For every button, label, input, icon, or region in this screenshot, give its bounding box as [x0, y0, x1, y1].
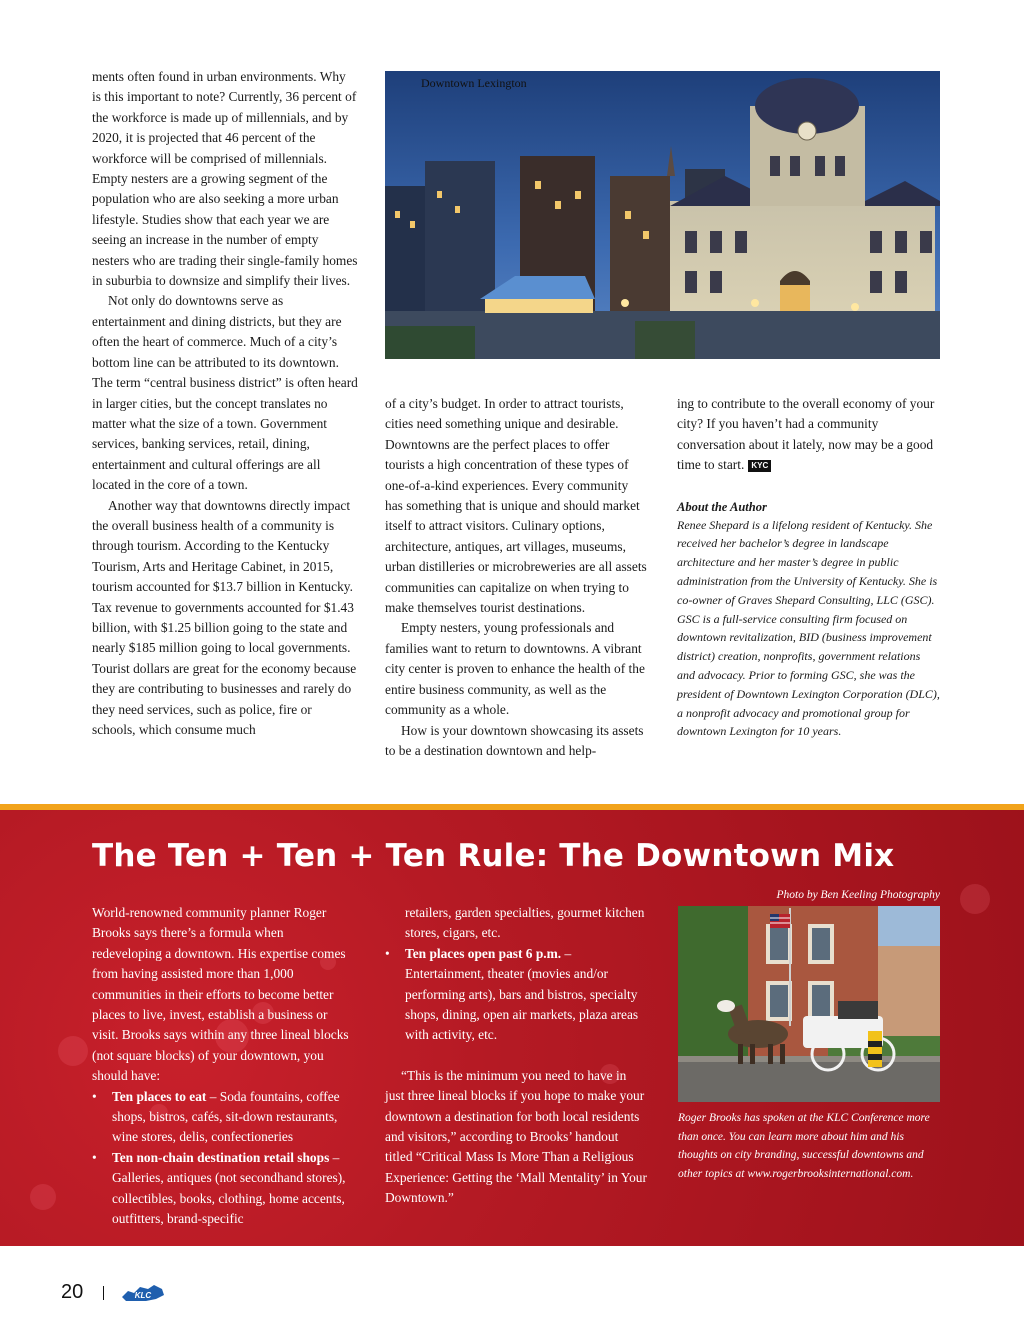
- list-item-text: – Soda fountains, coffee shops, bistros, cafés, sit-down restaurants, wine stores, delis, confectioneries: [112, 1088, 340, 1145]
- sidebar-title: The Ten + Ten + Ten Rule: The Downtown Mix: [92, 838, 895, 874]
- list-item-text: – Entertainment, theater (movies and/or performing arts), bars and bistros, specialty shops, dining, open air markets, plaza areas with activity, etc.: [405, 945, 639, 1043]
- article-column-1: [92, 67, 358, 740]
- klc-logo: [120, 1281, 166, 1310]
- end-mark-logo: KYC: [748, 460, 771, 472]
- article-paragraph: How is your downtown showcasing its assets to be a destination downtown and help-: [385, 722, 644, 758]
- list-item-title: Ten places open past 6 p.m.: [405, 945, 562, 961]
- logo-text: KLC: [134, 1291, 152, 1300]
- article-column-2: [385, 394, 647, 761]
- about-author-body: Renee Shepard is a lifelong resident of Kentucky. She received her bachelor’s degree in landscape architecture and her master’s degree in public administration from the University of Kentucky. She is co-owner of Graves Shepard Consulting, LLC (GSC). GSC is a full-service consulting firm focused on downtown revitalization, BID (business improvement district) creation, nonprofits, government relations and advocacy. Prior to forming GSC, she was the president of Downtown Lexington Corporation (DLC), a nonprofit advocacy and promotional group for downtown Lexington for 10 years.: [677, 517, 940, 739]
- about-author-heading: About the Author: [677, 499, 767, 514]
- list-item: [92, 1087, 356, 1148]
- sidebar-column-1: [92, 903, 356, 1230]
- photo-credit: Photo by Ben Keeling Photography: [776, 889, 940, 901]
- article-paragraph: Not only do downtowns serve as entertainment and dining districts, but they are often the heart of commerce. Much of a city’s bottom line can be attributed to its downtown. The term “central business district” is often heard in larger cities, but the concept translates no matter what the size of a town. Government services, banking services, retail, dining, entertainment and cultural offerings are all located in the core of a town.: [92, 293, 358, 493]
- sidebar-quote: “This is the minimum you need to have in just three lineal blocks if you hope to make your downtown a destination for both local residents and visitors,” according to Brooks’ handout titled “Critical Mass Is More Than a Religious Experience: Getting the ‘Mall Mentality’ in Your Downtown.”: [385, 1067, 647, 1206]
- page-number: 20: [61, 1281, 84, 1303]
- list-item-title: Ten non-chain destination retail shops: [112, 1149, 330, 1165]
- sidebar-intro: World-renowned community planner Roger Brooks says there’s a formula when redeveloping a downtown. His expertise comes from having assisted more than 1,000 communities in their efforts to become better places to live, invest, establish a business or visit. Brooks says within any three lineal blocks (not square blocks) of your downtown, you should have:: [92, 905, 349, 1084]
- list-item-text: – Galleries, antiques (not secondhand stores), collectibles, books, clothing, home accents, outfitters, brand-specific: [112, 1149, 346, 1227]
- list-item-continued: retailers, garden specialties, gourmet kitchen stores, cigars, etc.: [405, 905, 645, 941]
- photo-caption: Downtown Lexington: [421, 76, 527, 90]
- sidebar-accent-stripe: [0, 804, 1024, 810]
- list-item: [385, 944, 647, 1046]
- horse-carriage-photo: [678, 906, 940, 1102]
- article-closing-text: ing to contribute to the overall economy of your city? If you haven’t had a community conversation about it lately, now may be a good time to start.: [677, 396, 935, 473]
- article-column-3: [677, 394, 941, 741]
- list-item-title: Ten places to eat: [112, 1088, 207, 1104]
- sidebar-column-2: [385, 903, 647, 1209]
- downtown-lexington-photo: [385, 71, 940, 359]
- list-item: [92, 1148, 356, 1230]
- article-paragraph: ments often found in urban environments. Why is this important to note? Currently, 36 percent of the workforce is made up of millennials, and by 2020, it is projected that 46 percent of the workforce will be comprised of millennials. Empty nesters are a growing segment of the population who are also seeking a more urban lifestyle. Studies show that each year we are seeing an increase in the number of empty nesters who are trading their single-family homes in suburbia to downsize and simplify their lives.: [92, 69, 358, 289]
- footer-divider: [103, 1286, 104, 1300]
- article-paragraph: of a city’s budget. In order to attract tourists, cities need something unique and desirable. Downtowns are the perfect places to offer tourists a high concentration of these types of one-of-a-kind experiences. Every community has something that is unique and should market itself to attract visitors. Culinary options, architecture, antiques, art villages, museums, urban distilleries or microbreweries are all assets communities can capitalize on when trying to make themselves tourist destinations.: [385, 396, 647, 616]
- photo-caption: Roger Brooks has spoken at the KLC Conference more than once. You can learn more about him and his thoughts on city branding, successful downtowns and other topics at www.rogerbrooksinternational.com.: [678, 1112, 930, 1181]
- article-paragraph: Empty nesters, young professionals and families want to return to downtowns. A vibrant city center is proven to enhance the health of the entire business community, as well as the community as a whole.: [385, 620, 645, 718]
- article-paragraph: [677, 394, 941, 476]
- article-paragraph: Another way that downtowns directly impact the overall business health of a community is through tourism. According to the Kentucky Tourism, Arts and Heritage Cabinet, in 2015, tourism accounted for $13.7 billion in Kentucky. Tax revenue to governments accounted for $1.43 billion, with $1.25 billion going to the state and nearly $185 million going to local governments. Tourist dollars are great for the economy because they are contributing to businesses and rarely do they need services, such as police, fire or schools, which consume much: [92, 497, 357, 737]
